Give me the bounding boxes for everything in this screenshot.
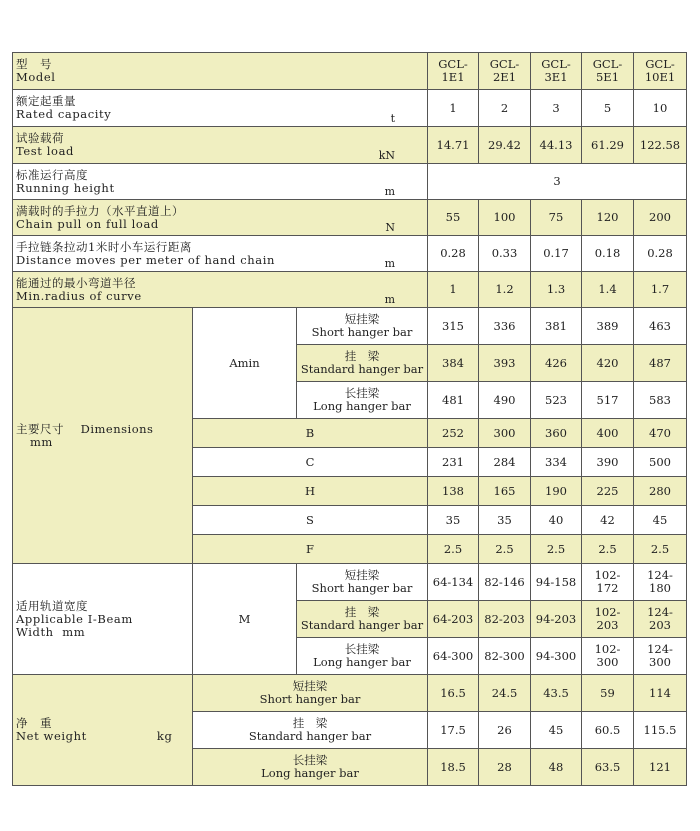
model-col-2: GCL-2E1: [479, 53, 531, 90]
rated-label: [13, 90, 428, 127]
dim-h-value: 225: [582, 477, 634, 506]
dim-b-value: 360: [531, 419, 582, 448]
dim-h-value: 165: [479, 477, 531, 506]
height-value: 3: [428, 164, 687, 200]
test-value: 29.42: [479, 127, 531, 164]
amin-short-label: [297, 308, 428, 345]
dim-b-value: 400: [582, 419, 634, 448]
dim-s-label: S: [193, 506, 428, 535]
m-label: M: [193, 564, 297, 675]
width-label-en: Applicable I-Beam Width: [16, 611, 133, 639]
model-col-5: GCL-10E1: [634, 53, 687, 90]
weight-long-label: [193, 749, 428, 786]
weight-value: 43.5: [531, 675, 582, 712]
amin-value: 523: [531, 382, 582, 419]
distance-label-cn: 手拉链条拉动1米时小车运行距离: [16, 239, 192, 254]
width-value: 64-300: [428, 638, 479, 675]
test-label-cn: 试验载荷: [16, 131, 64, 145]
pull-label-cn: 满载时的手拉力（水平直道上）: [16, 203, 184, 218]
dim-c-value: 500: [634, 448, 687, 477]
pull-value: 200: [634, 200, 687, 236]
rated-value: 3: [531, 90, 582, 127]
dim-s-value: 35: [479, 506, 531, 535]
amin-value: 336: [479, 308, 531, 345]
pull-value: 75: [531, 200, 582, 236]
rated-label-en: Rated capacity: [16, 107, 112, 121]
long-hanger-cn: 长挂梁: [344, 642, 380, 656]
long-hanger-en: Long hanger bar: [313, 655, 411, 669]
dim-b-value: 252: [428, 419, 479, 448]
dim-f-value: 2.5: [582, 535, 634, 564]
rated-value: 10: [634, 90, 687, 127]
amin-long-label: [297, 382, 428, 419]
weight-unit: kg: [156, 729, 173, 743]
radius-label-en: Min.radius of curve: [16, 288, 142, 303]
radius-row: [13, 272, 687, 308]
dim-c-value: 390: [582, 448, 634, 477]
dim-h-value: 190: [531, 477, 582, 506]
short-hanger-cn: 短挂梁: [344, 568, 380, 582]
dim-c-value: 231: [428, 448, 479, 477]
height-label-cn: 标准运行高度: [16, 167, 88, 182]
width-value: 94-300: [531, 638, 582, 675]
weight-value: 28: [479, 749, 531, 786]
amin-value: 381: [531, 308, 582, 345]
dim-h-value: 138: [428, 477, 479, 506]
dim-f-value: 2.5: [634, 535, 687, 564]
distance-value: 0.33: [479, 236, 531, 272]
pull-value: 120: [582, 200, 634, 236]
test-value: 14.71: [428, 127, 479, 164]
width-value: 102-300: [582, 638, 634, 675]
long-hanger-cn: 长挂梁: [344, 386, 380, 400]
amin-value: 384: [428, 345, 479, 382]
pull-label-en: Chain pull on full load: [16, 216, 159, 231]
standard-hanger-cn: 挂 梁: [292, 716, 328, 730]
radius-label-cn: 能通过的最小弯道半径: [16, 275, 136, 290]
width-value: 124-203: [634, 601, 687, 638]
weight-value: 115.5: [634, 712, 687, 749]
weight-value: 48: [531, 749, 582, 786]
short-hanger-en: Short hanger bar: [259, 692, 361, 706]
amin-short-row: [13, 308, 687, 345]
rated-label-cn: 额定起重量: [16, 94, 76, 108]
pull-row: [13, 200, 687, 236]
rated-unit: t: [390, 112, 395, 125]
standard-hanger-en: Standard hanger bar: [300, 618, 424, 632]
weight-short-row: [13, 675, 687, 712]
amin-value: 420: [582, 345, 634, 382]
short-hanger-cn: 短挂梁: [344, 312, 380, 326]
pull-label: [13, 200, 428, 236]
long-hanger-cn: 长挂梁: [292, 753, 328, 767]
spec-table: [12, 52, 687, 786]
amin-value: 426: [531, 345, 582, 382]
width-value: 82-203: [479, 601, 531, 638]
dim-c-value: 334: [531, 448, 582, 477]
weight-value: 63.5: [582, 749, 634, 786]
model-row: [13, 53, 687, 90]
weight-value: 121: [634, 749, 687, 786]
standard-hanger-cn: 挂 梁: [344, 605, 380, 619]
model-label-en: Model: [16, 70, 56, 84]
dim-b-label: B: [193, 419, 428, 448]
weight-value: 24.5: [479, 675, 531, 712]
dimensions-label-en: Dimensions: [80, 421, 154, 436]
model-col-3: GCL-3E1: [531, 53, 582, 90]
pull-value: 100: [479, 200, 531, 236]
dim-c-label: C: [193, 448, 428, 477]
dim-h-label: H: [193, 477, 428, 506]
radius-value: 1.3: [531, 272, 582, 308]
radius-value: 1.2: [479, 272, 531, 308]
weight-label-en-wrap: [16, 730, 189, 743]
long-hanger-en: Long hanger bar: [261, 766, 359, 780]
amin-value: 583: [634, 382, 687, 419]
weight-label: [13, 675, 193, 786]
width-value: 64-203: [428, 601, 479, 638]
width-label-cn: 适用轨道宽度: [16, 598, 88, 613]
weight-value: 16.5: [428, 675, 479, 712]
height-unit: m: [384, 185, 395, 198]
weight-short-label: [193, 675, 428, 712]
distance-label-en: Distance moves per meter of hand chain: [16, 252, 275, 267]
dimensions-unit: mm: [30, 434, 53, 449]
radius-value: 1.4: [582, 272, 634, 308]
amin-value: 389: [582, 308, 634, 345]
distance-value: 0.28: [428, 236, 479, 272]
width-long-label: [297, 638, 428, 675]
dim-c-value: 284: [479, 448, 531, 477]
dim-b-value: 470: [634, 419, 687, 448]
rated-value: 1: [428, 90, 479, 127]
width-value: 124-300: [634, 638, 687, 675]
distance-value: 0.28: [634, 236, 687, 272]
standard-hanger-en: Standard hanger bar: [248, 729, 372, 743]
width-value: 94-158: [531, 564, 582, 601]
test-label: [13, 127, 428, 164]
long-hanger-en: Long hanger bar: [313, 399, 411, 413]
width-value: 124-180: [634, 564, 687, 601]
model-label: [13, 53, 428, 90]
width-label-en-wrap: [16, 613, 189, 639]
amin-standard-label: [297, 345, 428, 382]
dim-f-value: 2.5: [531, 535, 582, 564]
width-value: 82-146: [479, 564, 531, 601]
pull-unit: N: [385, 221, 395, 234]
weight-label-cn: 净 重: [16, 716, 52, 730]
model-col-4: GCL-5E1: [582, 53, 634, 90]
model-col-1: GCL-1E1: [428, 53, 479, 90]
amin-value: 481: [428, 382, 479, 419]
dim-s-value: 45: [634, 506, 687, 535]
distance-row: [13, 236, 687, 272]
short-hanger-cn: 短挂梁: [292, 679, 328, 693]
short-hanger-en: Short hanger bar: [311, 581, 413, 595]
radius-unit: m: [384, 293, 395, 306]
height-label-en: Running height: [16, 180, 115, 195]
width-value: 102-203: [582, 601, 634, 638]
dim-s-value: 42: [582, 506, 634, 535]
amin-label: Amin: [193, 308, 297, 419]
distance-unit: m: [384, 257, 395, 270]
test-unit: kN: [378, 149, 395, 162]
test-label-en: Test load: [16, 144, 74, 158]
weight-value: 114: [634, 675, 687, 712]
height-label: [13, 164, 428, 200]
width-short-label: [297, 564, 428, 601]
dimensions-label: [13, 308, 193, 564]
width-value: 64-134: [428, 564, 479, 601]
radius-value: 1: [428, 272, 479, 308]
width-standard-label: [297, 601, 428, 638]
weight-value: 26: [479, 712, 531, 749]
width-label: [13, 564, 193, 675]
weight-value: 45: [531, 712, 582, 749]
distance-label: [13, 236, 428, 272]
width-short-row: [13, 564, 687, 601]
distance-value: 0.18: [582, 236, 634, 272]
rated-row: [13, 90, 687, 127]
width-unit: mm: [62, 624, 86, 639]
width-value: 102-172: [582, 564, 634, 601]
test-row: [13, 127, 687, 164]
pull-value: 55: [428, 200, 479, 236]
test-value: 44.13: [531, 127, 582, 164]
weight-value: 60.5: [582, 712, 634, 749]
amin-value: 393: [479, 345, 531, 382]
amin-value: 315: [428, 308, 479, 345]
dim-h-value: 280: [634, 477, 687, 506]
width-value: 82-300: [479, 638, 531, 675]
amin-value: 487: [634, 345, 687, 382]
weight-value: 59: [582, 675, 634, 712]
test-value: 122.58: [634, 127, 687, 164]
weight-label-en: Net weight: [16, 729, 87, 743]
radius-label: [13, 272, 428, 308]
rated-value: 5: [582, 90, 634, 127]
dimensions-label-cn: 主要尺寸: [16, 421, 64, 436]
amin-value: 490: [479, 382, 531, 419]
dim-s-value: 40: [531, 506, 582, 535]
weight-value: 18.5: [428, 749, 479, 786]
distance-value: 0.17: [531, 236, 582, 272]
weight-standard-label: [193, 712, 428, 749]
amin-value: 463: [634, 308, 687, 345]
amin-value: 517: [582, 382, 634, 419]
standard-hanger-en: Standard hanger bar: [300, 362, 424, 376]
weight-value: 17.5: [428, 712, 479, 749]
test-value: 61.29: [582, 127, 634, 164]
dim-f-value: 2.5: [428, 535, 479, 564]
dim-b-value: 300: [479, 419, 531, 448]
height-row: [13, 164, 687, 200]
model-label-cn: 型 号: [16, 57, 52, 71]
width-value: 94-203: [531, 601, 582, 638]
dim-s-value: 35: [428, 506, 479, 535]
dim-f-value: 2.5: [479, 535, 531, 564]
dim-f-label: F: [193, 535, 428, 564]
radius-value: 1.7: [634, 272, 687, 308]
standard-hanger-cn: 挂 梁: [344, 349, 380, 363]
rated-value: 2: [479, 90, 531, 127]
short-hanger-en: Short hanger bar: [311, 325, 413, 339]
